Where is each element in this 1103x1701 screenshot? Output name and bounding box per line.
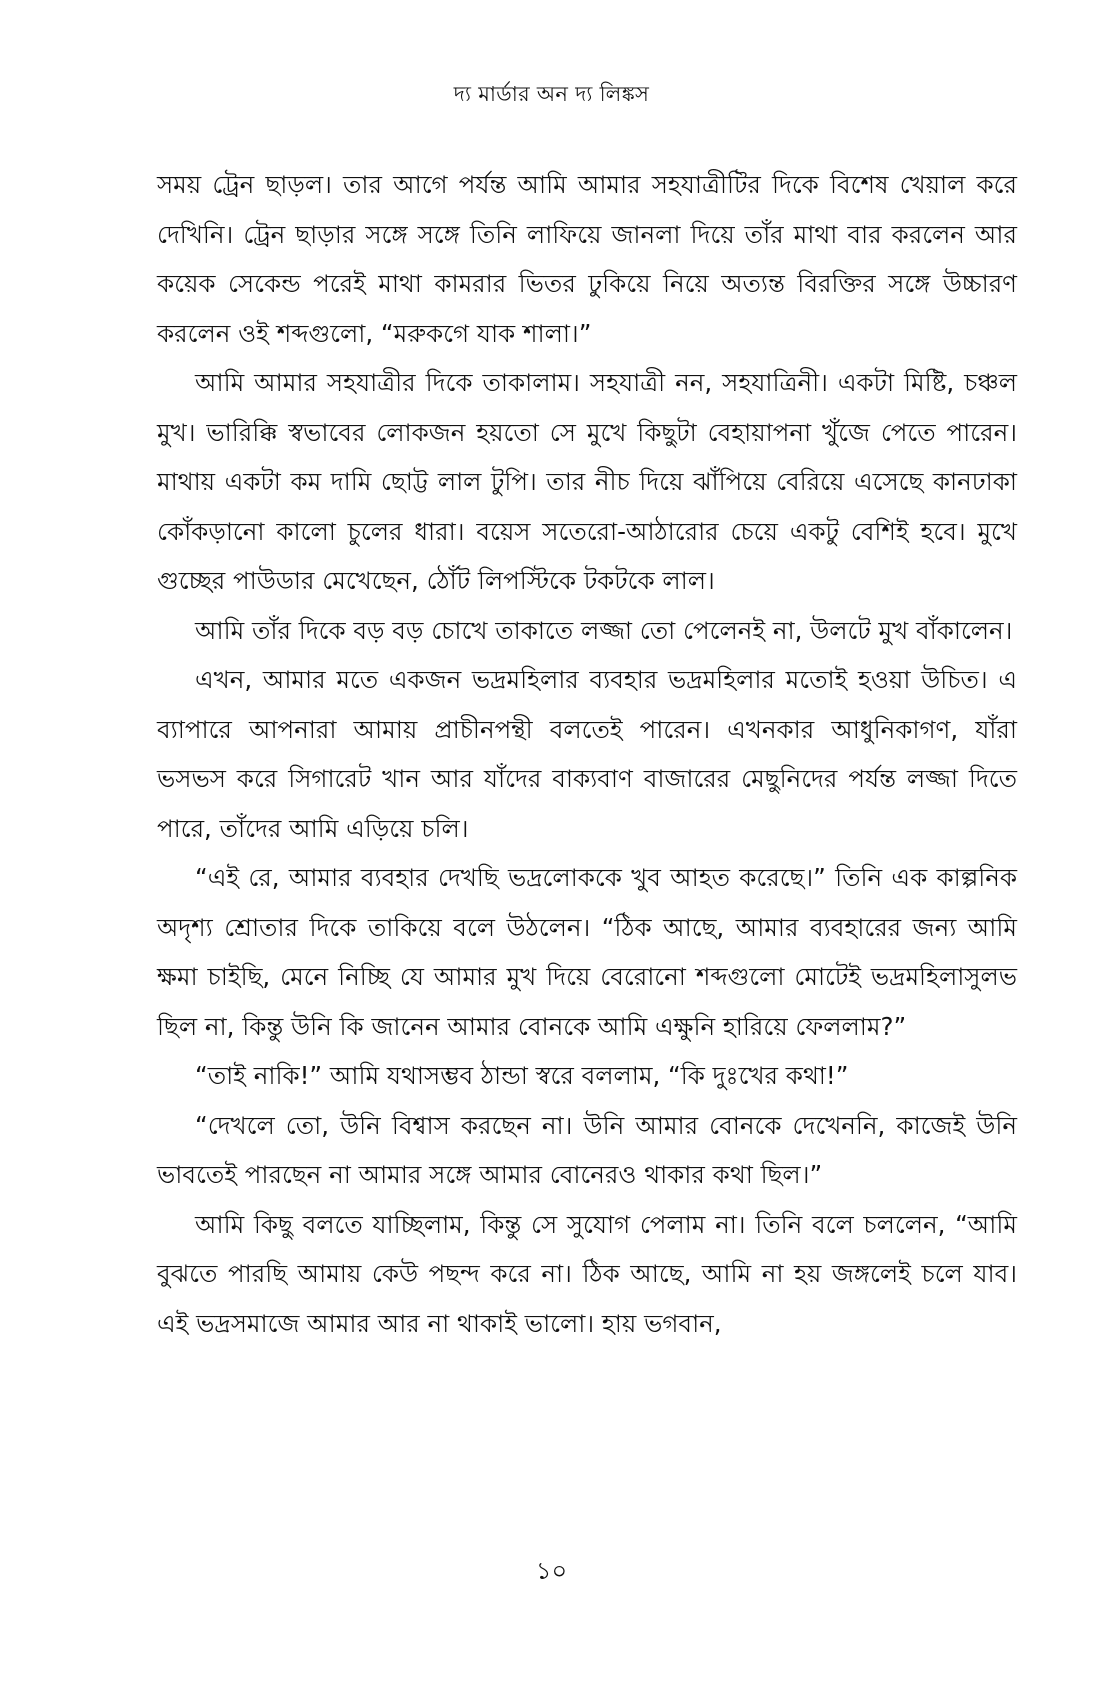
running-head: দ্য মার্ডার অন দ্য লিঙ্কস — [453, 82, 650, 106]
paragraph-7: “দেখলে তো, উনি বিশ্বাস করছেন না। উনি আমার বোনকে দেখেননি, কাজেই উনি ভাবতেই পারছেন না আমার সঙ্গে আমার বোনেরও থাকার কথা ছিল।” — [157, 1110, 1017, 1189]
paragraph-8: আমি কিছু বলতে যাচ্ছিলাম, কিন্তু সে সুযোগ পেলাম না। তিনি বলে চললেন, “আমি বুঝতে পারছি আমায় কেউ পছন্দ করে না। ঠিক আছে, আমি না হয় জঙ্গলেই চলে যাব। এই ভদ্রসমাজে আমার আর না থাকাই ভালো। হায় ভগবান, — [157, 1209, 1017, 1338]
page-number: ১০ — [535, 1557, 568, 1585]
paragraph-1: সময় ট্রেন ছাড়ল। তার আগে পর্যন্ত আমি আমার সহযাত্রীটির দিকে বিশেষ খেয়াল করে দেখিনি। ট্রেন ছাড়ার সঙ্গে সঙ্গে তিনি লাফিয়ে জানলা দিয়ে তাঁর মাথা বার করলেন আর কয়েক সেকেন্ড পরেই মাথা কামরার ভিতর ঢুকিয়ে নিয়ে অত্যন্ত বিরক্তির সঙ্গে উচ্চারণ করলেন ওই শব্দগুলো, “মরুকগে যাক শালা।” — [157, 170, 1017, 348]
paragraph-2: আমি আমার সহযাত্রীর দিকে তাকালাম। সহযাত্রী নন, সহযাত্রিনী। একটা মিষ্টি, চঞ্চল মুখ। ভারিক্কি স্বভাবের লোকজন হয়তো সে মুখে কিছুটা বেহায়াপনা খুঁজে পেতে পারেন। মাথায় একটা কম দামি ছোট্ট লাল টুপি। তার নীচ দিয়ে ঝাঁপিয়ে বেরিয়ে এসেছে কানঢাকা কোঁকড়ানো কালো চুলের ধারা। বয়েস সতেরো-আঠারোর চেয়ে একটু বেশিই হবে। মুখে গুচ্ছের পাউডার মেখেছেন, ঠোঁট লিপস্টিকে টকটকে লাল। — [157, 368, 1017, 595]
paragraph-4: এখন, আমার মতে একজন ভদ্রমহিলার ব্যবহার ভদ্রমহিলার মতোই হওয়া উচিত। এ ব্যাপারে আপনারা আমায় প্রাচীনপন্থী বলতেই পারেন। এখনকার আধুনিকাগণ, যাঁরা ভসভস করে সিগারেট খান আর যাঁদের বাক্যবাণ বাজারের মেছুনিদের পর্যন্ত লজ্জা দিতে পারে, তাঁদের আমি এড়িয়ে চলি। — [157, 665, 1017, 843]
paragraph-3: আমি তাঁর দিকে বড় বড় চোখে তাকাতে লজ্জা তো পেলেনই না, উলটে মুখ বাঁকালেন। — [195, 615, 1013, 645]
paragraph-5: “এই রে, আমার ব্যবহার দেখছি ভদ্রলোককে খুব আহত করেছে।” তিনি এক কাল্পনিক অদৃশ্য শ্রোতার দিকে তাকিয়ে বলে উঠলেন। “ঠিক আছে, আমার ব্যবহারের জন্য আমি ক্ষমা চাইছি, মেনে নিচ্ছি যে আমার মুখ দিয়ে বেরোনো শব্দগুলো মোটেই ভদ্রমহিলাসুলভ ছিল না, কিন্তু উনি কি জানেন আমার বোনকে আমি এক্ষুনি হারিয়ে ফেললাম?” — [157, 863, 1017, 1041]
paragraph-6: “তাই নাকি!” আমি যথাসম্ভব ঠান্ডা স্বরে বললাম, “কি দুঃখের কথা!” — [195, 1061, 849, 1090]
body-text — [157, 160, 1017, 1348]
